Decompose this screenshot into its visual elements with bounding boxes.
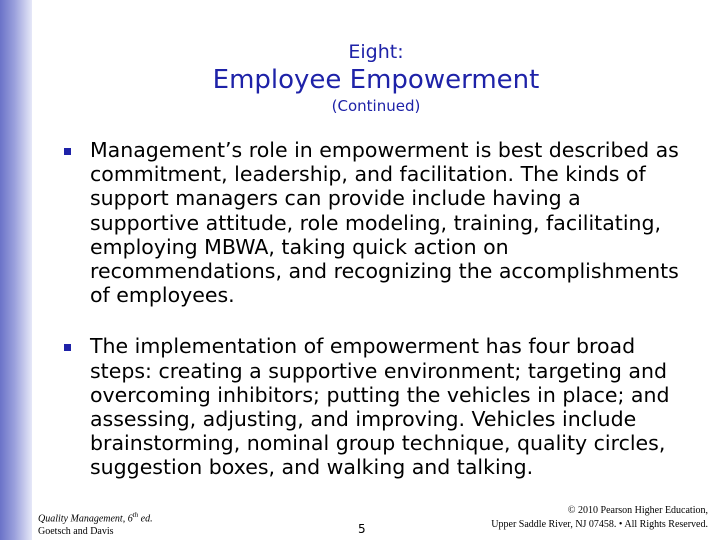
footer-copyright xyxy=(491,504,708,532)
slide-subtitle: (Continued) xyxy=(331,97,421,115)
square-bullet-icon xyxy=(64,148,71,155)
slide-title: Employee Empowerment xyxy=(212,65,540,95)
page-number: 5 xyxy=(358,522,366,536)
slide-title-block xyxy=(32,40,720,116)
bullet-list xyxy=(62,138,692,507)
side-decoration-bar xyxy=(0,0,32,540)
bullet-item xyxy=(62,334,692,479)
square-bullet-icon xyxy=(64,344,71,351)
slide-chapter-label: Eight: xyxy=(348,41,404,63)
bullet-item xyxy=(62,138,692,307)
footer-authors: Goetsch and Davis xyxy=(38,526,114,538)
footer-book-credit xyxy=(38,509,153,538)
copyright-line-1: © 2010 Pearson Higher Education, xyxy=(567,505,708,516)
bullet-text: Management’s role in empowerment is best described as commitment, leadership, and facilitation. The kinds of support managers can provide include having a supportive attitude, role modeling, training, facilitating, employing MBWA, taking quick action on recommendations, and recognizing the accomplishments of employees. xyxy=(90,138,679,308)
footer-book-title: Quality Management, 6th ed. xyxy=(38,511,153,525)
bullet-text: The implementation of empowerment has four broad steps: creating a supportive environment; targeting and overcoming inhibitors; putting the vehicles in place; and assessing, adjusting, and improving. Vehicles include brainstorming, nominal group technique, quality circles, suggestion boxes, and walking and talking. xyxy=(90,334,670,480)
copyright-line-2: Upper Saddle River, NJ 07458. • All Rights Reserved. xyxy=(491,519,708,530)
